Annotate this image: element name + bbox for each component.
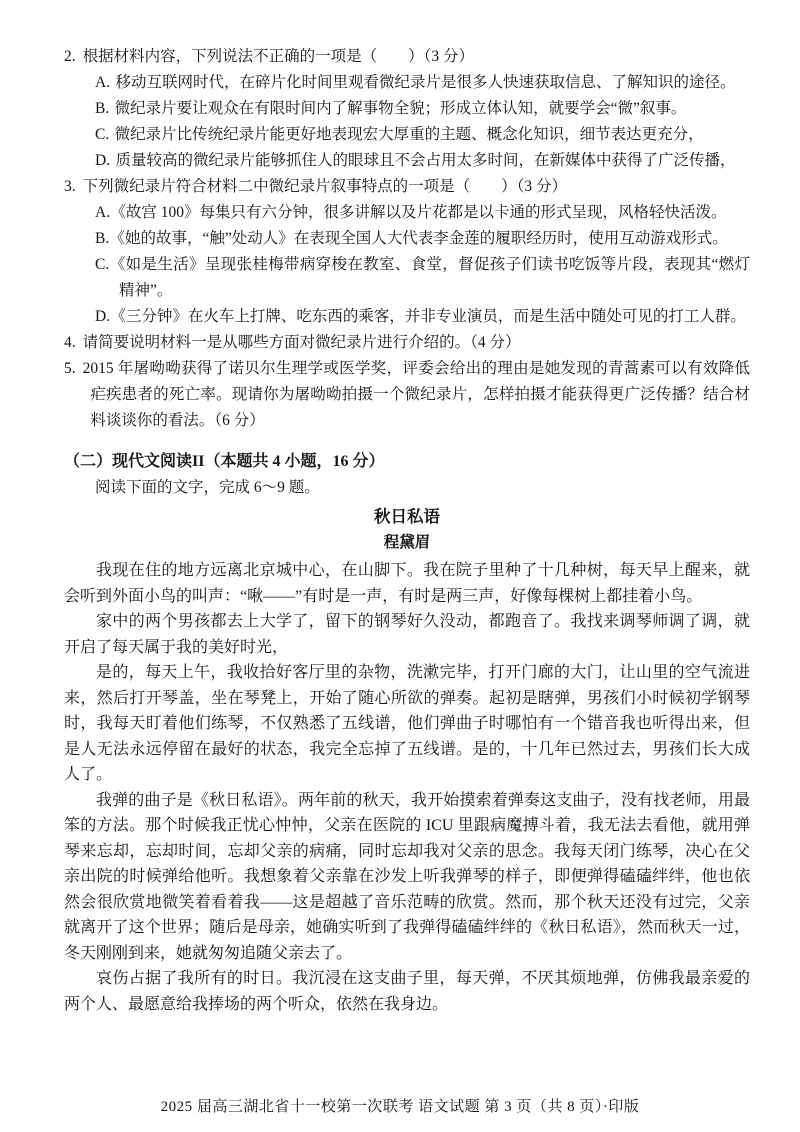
- question-2-stem: [64, 44, 750, 70]
- option-a: [64, 70, 750, 96]
- question-stem-text: 2015 年屠呦呦获得了诺贝尔生理学或医学奖，评委会给出的理由是她发现的青蒿素可以有效降低疟疾患者的死亡率。现请你为屠呦呦拍摄一个微纪录片，怎样拍摄才能获得更广泛传播？结合材料谈谈你的看法。（6 分）: [82, 360, 750, 429]
- option-b: [64, 226, 750, 252]
- prose-title: 秋日私语: [374, 507, 440, 526]
- prose-author: 程黛眉: [383, 534, 431, 551]
- question-4: [64, 330, 750, 356]
- option-label: A.: [95, 74, 111, 91]
- prose-paragraph: 是的，每天上午，我收拾好客厅里的杂物，洗漱完毕，打开门廊的大门，让山里的空气流进来，然后打开琴盖，坐在琴凳上，开始了随心所欲的弹奏。起初是瞎弹，男孩们小时候初学钢琴时，我每天盯着他们练琴，不仅熟悉了五线谱，他们弹曲子时哪怕有一个错音我也听得出来，但是人无法永远停留在最好的状态，我完全忘掉了五线谱。是的，十几年已然过去，男孩们长大成人了。: [64, 664, 750, 783]
- reading-section: [64, 449, 750, 1017]
- page-footer: 2025 届高三湖北省十一校第一次联考 语文试题 第 3 页（共 8 页）·印版: [160, 1099, 640, 1115]
- question-stem-text: 请简要说明材料一是从哪些方面对微纪录片进行介绍的。（4 分）: [82, 334, 521, 351]
- prose-paragraph: 哀伤占据了我所有的时日。我沉浸在这支曲子里，每天弹，不厌其烦地弹，仿佛我最亲爱的两个人、最愿意给我捧场的两个听众，依然在我身边。: [64, 970, 750, 1013]
- question-number: 2.: [64, 48, 76, 65]
- question-3-stem: [64, 174, 750, 200]
- option-b: [64, 96, 750, 122]
- option-text: 《故宫 100》每集只有六分钟，很多讲解以及片花都是以卡通的形式呈现，风格轻快活泼。: [110, 204, 727, 221]
- option-label: B.: [95, 230, 110, 247]
- option-text: 微纪录片比传统纪录片能更好地表现宏大厚重的主题、概念化知识，细节表达更充分，: [114, 126, 704, 143]
- page-content: [64, 44, 750, 1017]
- section-header: （二）现代文阅读II（本题共 4 小题，16 分）: [64, 453, 385, 470]
- option-text: 微纪录片要让观众在有限时间内了解事物全貌；形成立体认知，就要学会“微”叙事。: [114, 100, 687, 117]
- prose-paragraph: 我现在住的地方远离北京城中心，在山脚下。我在院子里种了十几种树，每天早上醒来，就会听到外面小鸟的叫声：“啾——”有时是一声，有时是两三声，好像每棵树上都挂着小鸟。: [64, 562, 750, 605]
- prose-paragraph: 家中的两个男孩都去上大学了，留下的钢琴好久没动，都跑音了。我找来调琴师调了调，就开启了每天属于我的美好时光，: [64, 613, 750, 656]
- option-label: C.: [95, 126, 110, 143]
- option-d: [64, 148, 750, 174]
- option-text: 移动互联网时代，在碎片化时间里观看微纪录片是很多人快速获取信息、了解知识的途径。: [115, 74, 736, 91]
- option-label: A.: [95, 204, 111, 221]
- question-number: 5.: [64, 360, 76, 377]
- prose-paragraph: 我弹的曲子是《秋日私语》。两年前的秋天，我开始摸索着弹奏这支曲子，没有找老师，用最笨的方法。那个时候我正忧心忡忡，父亲在医院的 ICU 里跟病魔搏斗着，我无法去看他，就用弹琴来忘却，忘却时间，忘却父亲的病痛，同时忘却我对父亲的思念。我每天闭门练琴，决心在父亲出院的时候弹给他听。我想象着父亲靠在沙发上听我弹琴的样子，即便弹得磕磕绊绊，他也依然会很欣赏地微笑着看着我——这是超越了音乐范畴的欣赏。然而，那个秋天还没有过完，父亲就离开了这个世界；随后是母亲，她确实听到了我弹得磕磕绊绊的《秋日私语》，然而秋天一过，冬天刚刚到来，她就匆匆追随父亲去了。: [64, 791, 750, 962]
- option-d: [64, 304, 750, 330]
- question-3-options: [64, 200, 750, 330]
- section-instruction: 阅读下面的文字，完成 6～9 题。: [95, 479, 320, 496]
- option-text: 《她的故事，“触”处动人》在表现全国人大代表李金莲的履职经历时，使用互动游戏形式。: [109, 230, 728, 247]
- option-label: D.: [95, 308, 111, 325]
- option-text: 《如是生活》呈现张桂梅带病穿梭在教室、食堂，督促孩子们读书吃饭等片段，表现其“燃灯精神”。: [109, 256, 750, 299]
- question-number: 3.: [64, 178, 76, 195]
- option-label: C.: [95, 256, 110, 273]
- question-number: 4.: [64, 334, 76, 351]
- option-label: B.: [95, 100, 110, 117]
- question-5: [64, 356, 750, 434]
- option-text: 质量较高的微纪录片能够抓住人的眼球且不会占用太多时间，在新媒体中获得了广泛传播，: [115, 152, 736, 169]
- option-text: 《三分钟》在火车上打牌、吃东西的乘客，并非专业演员，而是生活中随处可见的打工人群。: [110, 308, 746, 325]
- question-5-stem: [64, 356, 750, 434]
- question-stem-text: 根据材料内容，下列说法不正确的一项是（ ）（3 分）: [82, 48, 474, 65]
- question-2: [64, 44, 750, 174]
- option-c: [64, 122, 750, 148]
- question-stem-text: 下列微纪录片符合材料二中微纪录片叙事特点的一项是（ ）（3 分）: [82, 178, 567, 195]
- question-2-options: [64, 70, 750, 174]
- question-4-stem: [64, 330, 750, 356]
- question-3: [64, 174, 750, 330]
- option-label: D.: [95, 152, 111, 169]
- option-a: [64, 200, 750, 226]
- option-c: [64, 252, 750, 304]
